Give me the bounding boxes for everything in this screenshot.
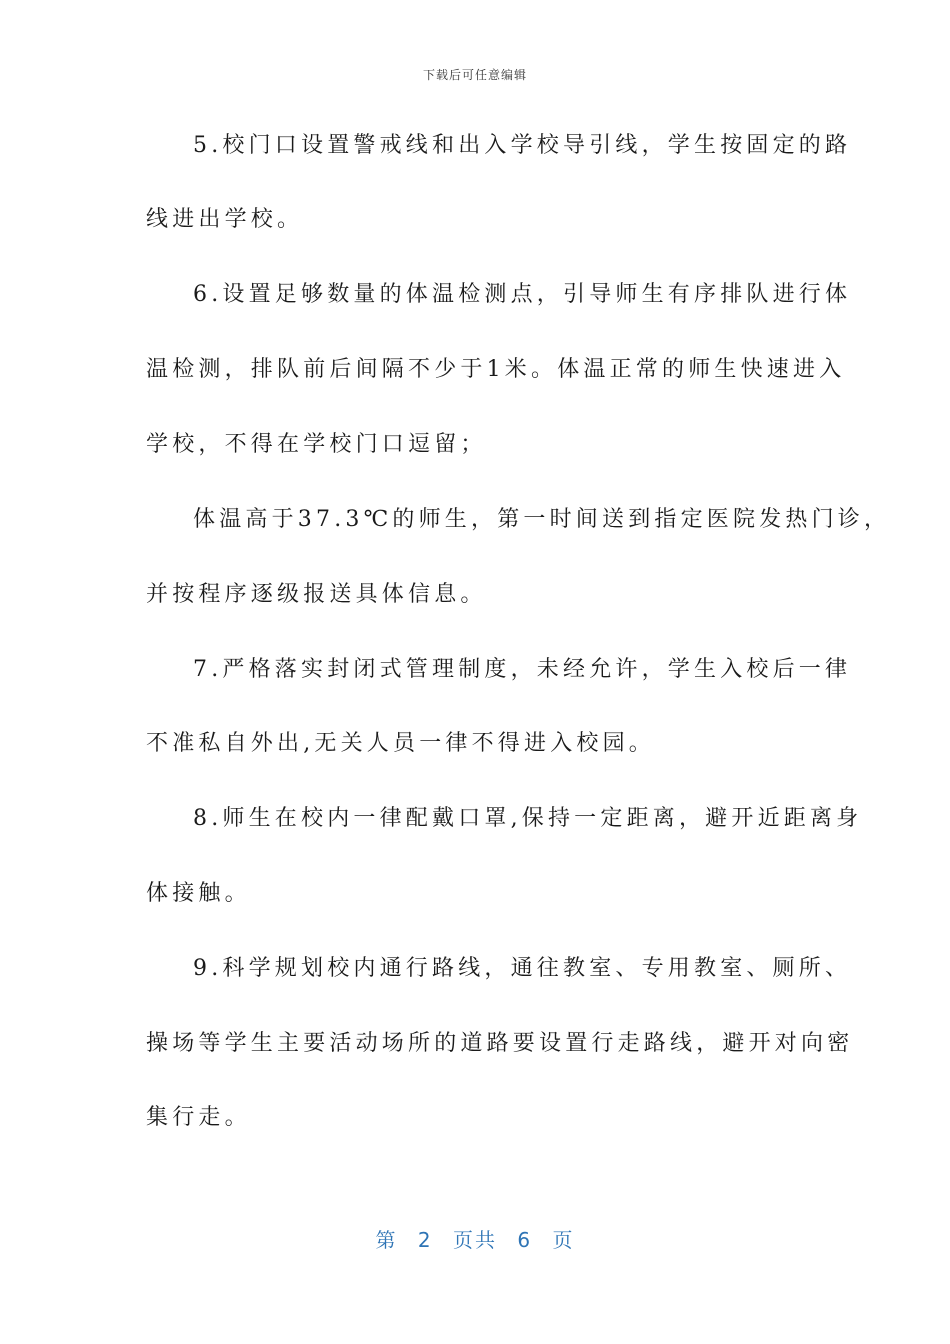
- paragraph-line: 操场等学生主要活动场所的道路要设置行走路线，避开对向密: [146, 1031, 854, 1056]
- paragraph-line: 体接触。: [146, 881, 251, 906]
- paragraph-line: 6.设置足够数量的体温检测点，引导师生有序排队进行体: [193, 282, 852, 307]
- page-header: 下载后可任意编辑: [422, 68, 527, 82]
- paragraph-line: 学校，不得在学校门口逗留；: [146, 432, 487, 457]
- paragraph-line: 集行走。: [146, 1105, 251, 1130]
- footer-total-pages: 6: [517, 1228, 533, 1252]
- paragraph-line: 8.师生在校内一律配戴口罩,保持一定距离，避开近距离身: [193, 806, 863, 831]
- paragraph-line: 5.校门口设置警戒线和出入学校导引线，学生按固定的路: [193, 133, 852, 158]
- paragraph-line: 不准私自外出,无关人员一律不得进入校园。: [146, 731, 655, 756]
- paragraph-line: 线进出学校。: [146, 207, 304, 232]
- footer-prefix: 第: [375, 1228, 398, 1252]
- footer-current-page: 2: [417, 1228, 433, 1252]
- paragraph-line: 温检测，排队前后间隔不少于1米。体温正常的师生快速进入: [146, 357, 846, 382]
- page-footer: [0, 1224, 950, 1253]
- paragraph-line: 9.科学规划校内通行路线，通往教室、专用教室、厕所、: [193, 956, 852, 981]
- paragraph-line: 体温高于37.3℃的师生，第一时间送到指定医院发热门诊，: [193, 507, 891, 532]
- paragraph-line: 并按程序逐级报送具体信息。: [146, 582, 487, 607]
- footer-middle: 页共: [453, 1228, 497, 1252]
- footer-suffix: 页: [552, 1228, 575, 1252]
- paragraph-line: 7.严格落实封闭式管理制度，未经允许，学生入校后一律: [193, 657, 852, 682]
